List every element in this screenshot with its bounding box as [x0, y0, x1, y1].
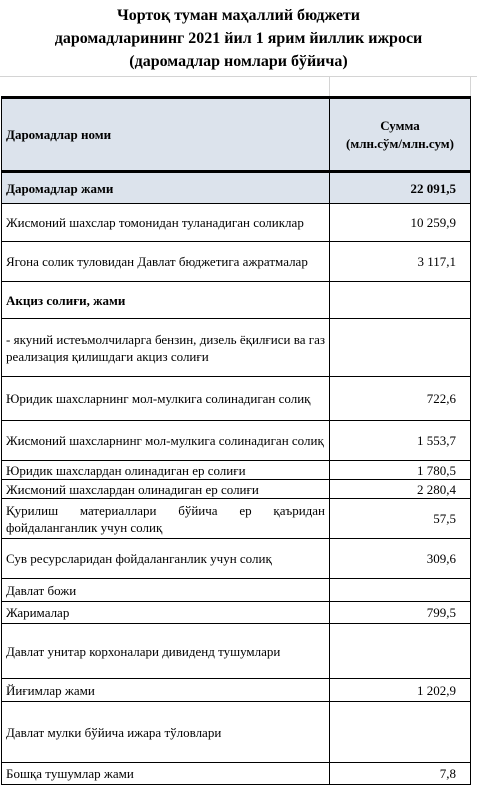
row-name: Давлат божи	[2, 579, 330, 602]
row-value	[330, 282, 471, 319]
table-row	[2, 624, 471, 679]
table-row	[2, 763, 471, 785]
row-value: 1 202,9	[330, 679, 471, 702]
row-name: Даромадлар жами	[2, 172, 330, 204]
table-header-row	[2, 98, 471, 172]
table-row	[2, 377, 471, 421]
sheet-gridline	[0, 76, 477, 77]
row-name: Йиғимлар жами	[2, 679, 330, 702]
row-value: 799,5	[330, 602, 471, 624]
table-row	[2, 679, 471, 702]
row-value: 1 780,5	[330, 461, 471, 480]
table-row	[2, 319, 471, 377]
table-row	[2, 702, 471, 763]
row-name: Жисмоний шахслардан олинадиган ер солиғи	[2, 480, 330, 499]
table-row	[2, 421, 471, 461]
title-line-1: Чортоқ туман маҳаллий бюджети	[116, 7, 361, 24]
row-value: 1 553,7	[330, 421, 471, 461]
table-row	[2, 242, 471, 282]
row-value	[330, 319, 471, 377]
row-name: Давлат мулки бўйича ижара тўловлари	[2, 702, 330, 763]
row-name: Юридик шахслардан олинадиган ер солиғи	[2, 461, 330, 480]
row-name: Бошқа тушумлар жами	[2, 763, 330, 785]
row-name: Ягона солик туловидан Давлат бюджетига ажратмалар	[2, 242, 330, 282]
sheet-gridline	[329, 76, 330, 96]
header-revenue-name: Даромадлар номи	[2, 98, 330, 172]
table-row	[2, 204, 471, 242]
row-value: 309,6	[330, 539, 471, 579]
row-value: 722,6	[330, 377, 471, 421]
row-name: - якуний истеъмолчиларга бензин, дизель ёқилғиси ва газ реализация қилишдаги акциз солиғи	[2, 319, 330, 377]
table-row	[2, 499, 471, 539]
table-row	[2, 602, 471, 624]
row-name: Сув ресурсларидан фойдаланганлик учун солиқ	[2, 539, 330, 579]
row-value: 22 091,5	[330, 172, 471, 204]
header-sum-unit: (млн.сўм/млн.сум)	[346, 135, 454, 151]
table-row	[2, 461, 471, 480]
sheet-gridline	[470, 76, 471, 96]
row-name: Жисмоний шахсларнинг мол-мулкига солинадиган солиқ	[2, 421, 330, 461]
document-title	[0, 0, 477, 76]
row-name: Қурилиш материаллари бўйича ер қаъридан фойдаланганлик учун солиқ	[2, 499, 330, 539]
row-value: 2 280,4	[330, 480, 471, 499]
table-row	[2, 539, 471, 579]
table-row	[2, 282, 471, 319]
row-name: Давлат унитар корхоналари дивиденд тушумлари	[2, 624, 330, 679]
title-line-2: даромадларининг 2021 йил 1 ярим йиллик ижроси	[54, 30, 423, 47]
title-line-3: (даромадлар номлари бўйича)	[129, 53, 348, 70]
table-row-total	[2, 172, 471, 204]
header-sum	[330, 98, 471, 172]
row-name: Акциз солиғи, жами	[2, 282, 330, 319]
row-value: 57,5	[330, 499, 471, 539]
row-value: 10 259,9	[330, 204, 471, 242]
row-value	[330, 579, 471, 602]
row-name: Жарималар	[2, 602, 330, 624]
row-value: 7,8	[330, 763, 471, 785]
table-row	[2, 579, 471, 602]
row-value	[330, 624, 471, 679]
row-value: 3 117,1	[330, 242, 471, 282]
header-sum-label: Сумма	[380, 117, 420, 133]
row-name: Юридик шахсларнинг мол-мулкига солинадиган солиқ	[2, 377, 330, 421]
row-name: Жисмоний шахслар томонидан туланадиган соликлар	[2, 204, 330, 242]
revenue-table	[1, 96, 471, 785]
row-value	[330, 702, 471, 763]
table-row	[2, 480, 471, 499]
